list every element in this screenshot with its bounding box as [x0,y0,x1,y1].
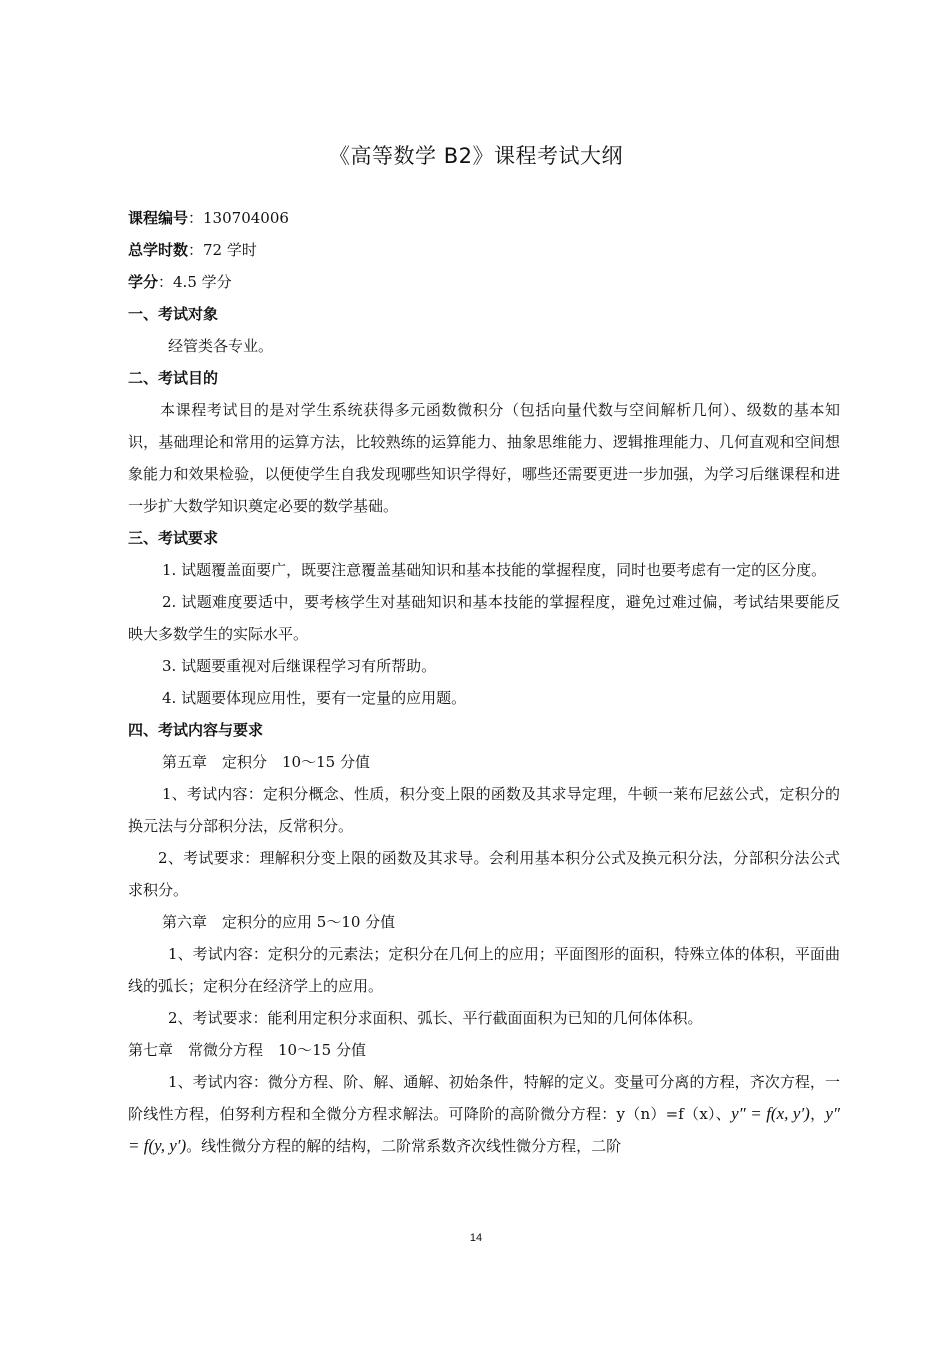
document-body [128,202,840,1162]
chapter5-requirement: 2、考试要求：理解积分变上限的函数及其求导。会利用基本积分公式及换元积分法，分部积分法公式求积分。 [128,849,840,899]
total-hours-line [128,234,840,266]
course-code-label: 课程编号 [128,209,189,227]
page-title: 《高等数学 B2》课程考试大纲 [329,144,623,168]
section-heading-exam-content: 四、考试内容与要求 [128,721,264,739]
page-number: 14 [469,1232,483,1244]
chapter7-content-tail: 。线性微分方程的解的结构，二阶常系数齐次线性微分方程，二阶 [186,1137,622,1155]
chapter6-requirement: 2、考试要求：能利用定积分求面积、弧长、平行截面面积为已知的几何体体积。 [168,1009,703,1027]
course-code-line [128,202,840,234]
chapter6-title: 第六章 定积分的应用 5～10 分值 [162,913,396,931]
formula-ode-2: y″ = f(y, y′) [128,1104,840,1155]
section-heading-exam-requirements: 三、考试要求 [128,529,219,547]
total-hours-label: 总学时数 [128,241,189,259]
chapter7-title: 第七章 常微分方程 10～15 分值 [128,1041,366,1059]
formula-ode-1: y″ = f(x, y′) [731,1104,810,1123]
chapter5-content: 1、考试内容：定积分概念、性质，积分变上限的函数及其求导定理，牛顿一莱布尼兹公式，定积分的换元法与分部积分法，反常积分。 [128,785,840,835]
credits-value: ：4.5 学分 [158,273,232,291]
chapter6-content: 1、考试内容：定积分的元素法；定积分在几何上的应用；平面图形的面积，特殊立体的体积，平面曲线的弧长；定积分在经济学上的应用。 [128,945,840,995]
exam-target-text: 经管类各专业。 [168,337,274,355]
credits-label: 学分 [128,273,159,291]
requirement-item-1: 1. 试题覆盖面要广，既要注意覆盖基础知识和基本技能的掌握程度，同时也要考虑有一定的区分度。 [162,561,827,579]
exam-purpose-paragraph: 本课程考试目的是对学生系统获得多元函数微积分（包括向量代数与空间解析几何）、级数的基本知识，基础理论和常用的运算方法，比较熟练的运算能力、抽象思维能力、逻辑推理能力、几何直观和空间想象能力和效果检验，以便使学生自我发现哪些知识学得好，哪些还需要更进一步加强，为学习后继课程和进一步扩大数学知识奠定必要的数学基础。 [128,401,840,515]
section-heading-exam-purpose: 二、考试目的 [128,369,219,387]
requirement-item-2: 2. 试题难度要适中，要考核学生对基础知识和基本技能的掌握程度，避免过难过偏，考试结果要能反映大多数学生的实际水平。 [128,593,840,643]
course-code-value: ：130704006 [188,209,289,227]
credits-line [128,266,840,298]
section-heading-exam-target: 一、考试对象 [128,305,219,323]
chapter7-content [128,1066,840,1162]
requirement-item-3: 3. 试题要重视对后继课程学习有所帮助。 [162,657,437,675]
chapter5-title: 第五章 定积分 10～15 分值 [162,753,370,771]
total-hours-value: ：72 学时 [188,241,257,259]
chapter7-content-text: 1、考试内容：微分方程、阶、解、通解、初始条件，特解的定义。变量可分离的方程，齐次方程，一阶线性方程，伯努利方程和全微分方程求解法。可降阶的高阶微分方程：y（n）=f（x）、 [128,1073,840,1123]
requirement-item-4: 4. 试题要体现应用性，要有一定量的应用题。 [162,689,467,707]
formula-separator: ， [809,1105,826,1123]
